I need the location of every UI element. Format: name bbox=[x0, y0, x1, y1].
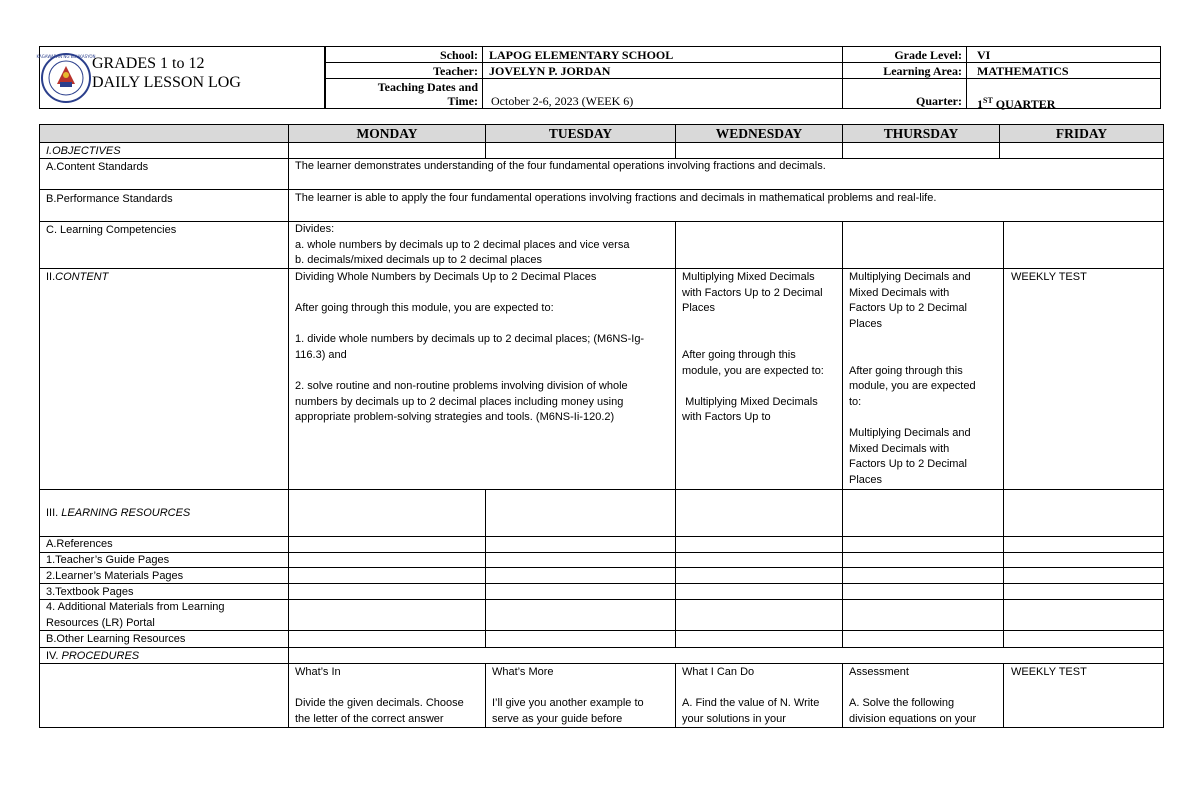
quarter-label: Quarter: bbox=[916, 94, 962, 108]
content-wednesday: Multiplying Mixed Decimals with Factors Up to 2 Decimal Places After going through this module, you are expected to: Multiplying Mixed Decimals with Factors Up to bbox=[682, 271, 824, 424]
school-value: LAPOG ELEMENTARY SCHOOL bbox=[489, 48, 674, 62]
learners-materials-label: 2.Learner’s Materials Pages bbox=[46, 570, 184, 582]
quarter-value: 1ST QUARTER bbox=[977, 96, 1056, 111]
content-thursday: Multiplying Decimals and Mixed Decimals with Factors Up to 2 Decimal Places After going through this module, you are expected to: Multiplying Decimals and Mixed Decimals with Factors Up to 2 Decimal Places bbox=[849, 271, 976, 486]
resources-label: III. LEARNING RESOURCES bbox=[46, 507, 191, 519]
performance-standards-text: The learner is able to apply the four fundamental operations involving fractions and decimals in mathematical problems and real-life. bbox=[295, 192, 937, 204]
content-label: II.CONTENT bbox=[46, 271, 109, 283]
performance-standards-label: B.Performance Standards bbox=[46, 193, 173, 205]
references-label: A.References bbox=[46, 538, 113, 550]
lesson-table bbox=[39, 124, 1164, 728]
grade-label: Grade Level: bbox=[894, 48, 962, 62]
deped-seal-logo bbox=[36, 48, 96, 108]
day-header-tuesday: TUESDAY bbox=[485, 124, 676, 143]
content-monday-tuesday: Dividing Whole Numbers by Decimals Up to 2 Decimal Places After going through this module, you are expected to: 1. divide whole numbers by decimals up to 2 decimal places; (M6NS-Ig- 116.3) and 2. solve routine and non-routine problems involving division of whole numbers by decimals up to 2 decimal places including money using appropriate problem-solving strategies and tools. (M6NS-Ii-120.2) bbox=[295, 271, 645, 424]
competencies-label: C. Learning Competencies bbox=[46, 224, 177, 236]
content-standards-label: A.Content Standards bbox=[46, 161, 149, 173]
procedures-wednesday: What I Can Do A. Find the value of N. Write your solutions in your bbox=[682, 666, 820, 725]
area-label: Learning Area: bbox=[883, 64, 962, 78]
title-line-1: GRADES 1 to 12 bbox=[92, 55, 205, 72]
content-friday: WEEKLY TEST bbox=[1011, 271, 1087, 283]
competencies-text: Divides: a. whole numbers by decimals up to 2 decimal places and vice versa b. decimals/mixed decimals up to 2 decimal places bbox=[295, 223, 630, 267]
teachers-guide-label: 1.Teacher’s Guide Pages bbox=[46, 554, 170, 566]
textbook-label: 3.Textbook Pages bbox=[46, 586, 134, 598]
svg-text:KAGAWARAN NG EDUKASYON: KAGAWARAN NG EDUKASYON bbox=[36, 54, 96, 59]
day-header-friday: FRIDAY bbox=[999, 124, 1164, 143]
dates-label-1: Teaching Dates and bbox=[377, 80, 478, 94]
grade-value: VI bbox=[977, 48, 991, 62]
dates-value: October 2-6, 2023 (WEEK 6) bbox=[491, 94, 634, 108]
objectives-label: I.OBJECTIVES bbox=[46, 145, 121, 157]
procedures-tuesday: What’s More I’ll give you another example to serve as your guide before bbox=[492, 666, 644, 725]
procedures-friday: WEEKLY TEST bbox=[1011, 666, 1087, 678]
day-header-monday: MONDAY bbox=[288, 124, 486, 143]
additional-materials-label: 4. Additional Materials from Learning Resources (LR) Portal bbox=[46, 601, 225, 629]
dates-label-2: Time: bbox=[447, 94, 478, 108]
day-header-thursday: THURSDAY bbox=[842, 124, 1000, 143]
procedures-label: IV. PROCEDURES bbox=[46, 650, 140, 662]
procedures-thursday: Assessment A. Solve the following division equations on your bbox=[849, 666, 977, 725]
teacher-label: Teacher: bbox=[433, 64, 478, 78]
day-header-wednesday: WEDNESDAY bbox=[675, 124, 843, 143]
area-value: MATHEMATICS bbox=[977, 64, 1069, 78]
teacher-value: JOVELYN P. JORDAN bbox=[489, 64, 611, 78]
other-resources-label: B.Other Learning Resources bbox=[46, 633, 186, 645]
school-label: School: bbox=[439, 48, 478, 62]
procedures-monday: What’s In Divide the given decimals. Choose the letter of the correct answer bbox=[295, 666, 464, 725]
content-standards-text: The learner demonstrates understanding of the four fundamental operations involving fractions and decimals. bbox=[295, 160, 826, 172]
title-line-2: DAILY LESSON LOG bbox=[92, 74, 241, 91]
